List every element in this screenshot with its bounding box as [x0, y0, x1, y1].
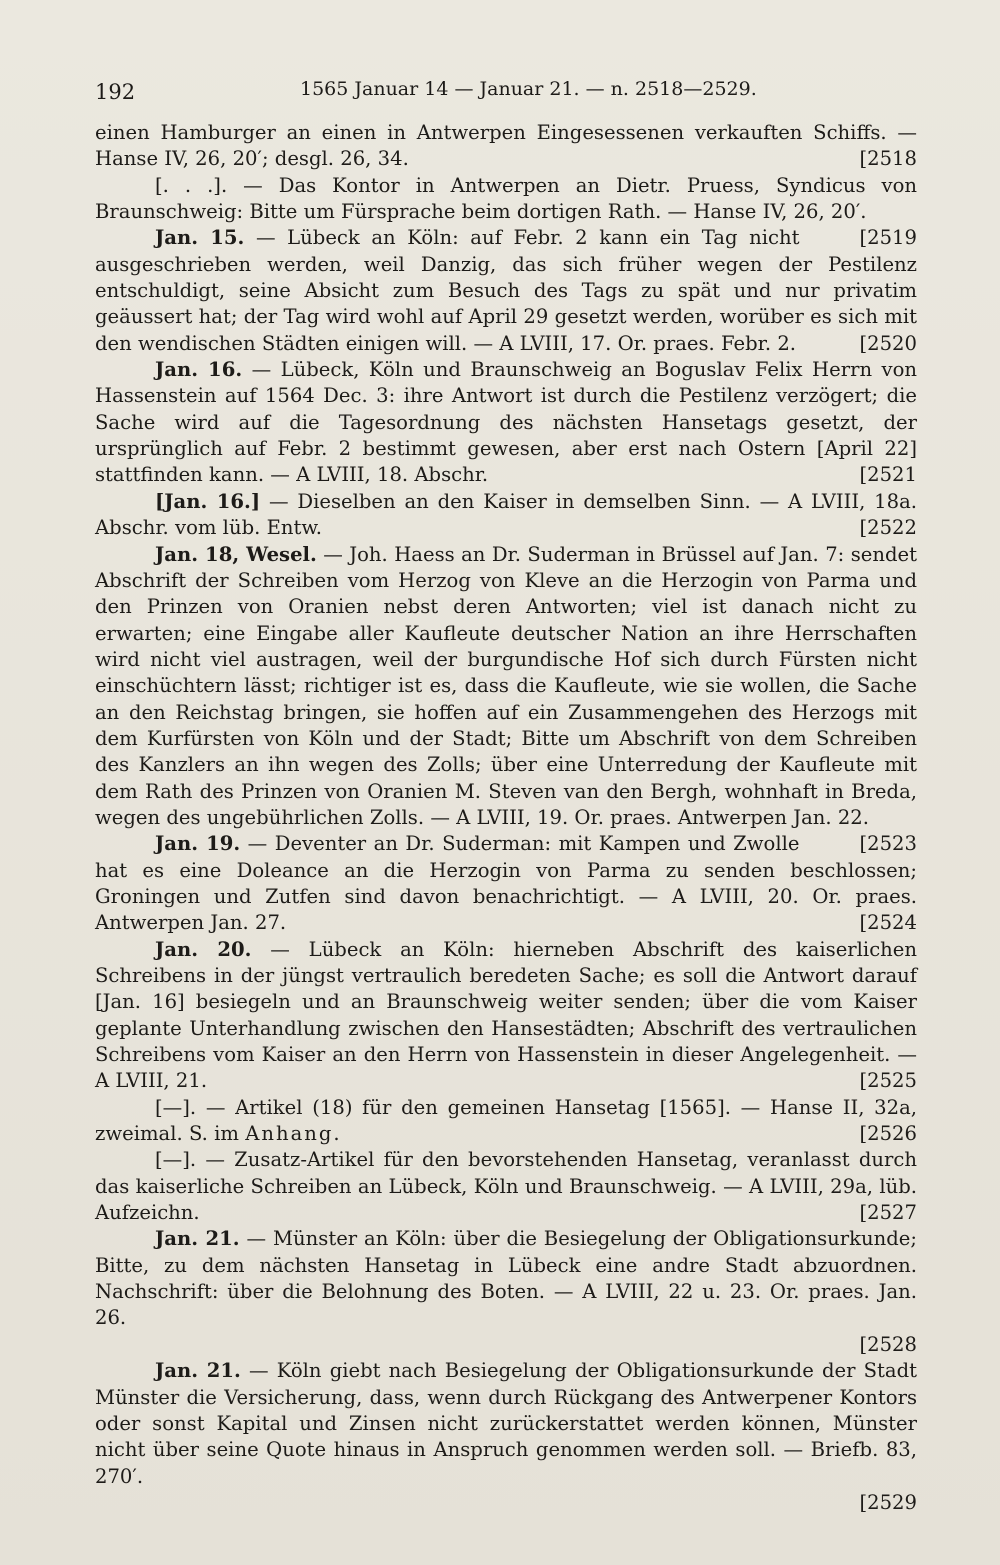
- entry-date: [Jan. 16.]: [155, 489, 261, 513]
- entry-spaced-text: Anhang.: [245, 1122, 342, 1146]
- entry-2520: [95, 225, 917, 357]
- entry-date: Jan. 21.: [155, 1227, 240, 1251]
- entry-number: [2523: [859, 832, 917, 856]
- entry-text: [. . .]. — Das Kontor in Antwerpen an Dietr. Pruess, Syndicus von Braunschweig: Bitte um Fürsprache beim dortigen Rath. — Hanse IV, 26, 20′.: [95, 173, 917, 224]
- document-body: [95, 120, 917, 1516]
- entry-2522: [95, 489, 917, 542]
- entry-2521: [95, 357, 917, 489]
- entry-text: — Dieselben an den Kaiser in demselben Sinn. — A LVIII, 18a. Abschr. vom lüb. Entw.: [95, 489, 917, 540]
- entry-date: Jan. 16.: [155, 358, 243, 382]
- entry-text: — Lübeck an Köln: auf Febr. 2 kann ein Tag nicht ausgeschrieben werden, weil Danzig, das sich früher wegen der Pestilenz entschuldigt, seine Absicht zum Besuch des Tags zu spät und nur privatim geäussert hat; der Tag wird wohl auf April 29 gesetzt werden, worüber es sich mit den wendischen Städten einigen will. — A LVIII, 17. Or. praes. Febr. 2.: [95, 226, 917, 355]
- entry-date: Jan. 15.: [155, 226, 245, 250]
- entry-number: [2522: [859, 516, 917, 540]
- entry-text: — Lübeck an Köln: hierneben Abschrift des kaiserlichen Schreibens in der jüngst vertraulich beredeten Sache; es soll die Antwort darauf [Jan. 16] besiegeln und an Braunschweig weiter senden; über die vom Kaiser geplante Unterhandlung zwischen den Hansestädten; Abschrift des vertraulichen Schreibens vom Kaiser an den Herrn von Hassenstein in dieser Angelegenheit. — A LVIII, 21.: [95, 937, 917, 1093]
- running-head: 1565 Januar 14 — Januar 21. — n. 2518—2529.: [300, 78, 757, 100]
- entry-text: einen Hamburger an einen in Antwerpen Eingesessenen verkauften Schiffs. — Hanse IV, 26, 20′; desgl. 26, 34.: [95, 121, 917, 171]
- entry-date: Jan. 18, Wesel.: [155, 542, 317, 566]
- entry-2529: [95, 1358, 917, 1516]
- entry-number: [2524: [859, 911, 917, 935]
- entry-2527: [95, 1147, 917, 1226]
- entry-text: — Deventer an Dr. Suderman: mit Kampen und Zwolle hat es eine Doleance an die Herzogin von Parma zu senden beschlossen; Groningen und Zutfen sind davon benachrichtigt. — A LVIII, 20. Or. praes. Antwerpen Jan. 27.: [95, 832, 917, 935]
- entry-text: — Münster an Köln: über die Besiegelung der Obligationsurkunde; Bitte, zu dem nächsten Hansetag in Lübeck eine andre Stadt abzuordnen. Nachschrift: über die Belohnung des Boten. — A LVIII, 22 u. 23. Or. praes. Jan. 26.: [95, 1227, 917, 1330]
- page-header: [95, 70, 915, 110]
- entry-date: Jan. 21.: [155, 1359, 241, 1383]
- entry-2526: [95, 1095, 917, 1148]
- entry-number: [2519: [859, 226, 917, 250]
- entry-2524: [95, 831, 917, 936]
- entry-number: [2528: [859, 1332, 917, 1356]
- entry-date: Jan. 19.: [155, 832, 241, 856]
- page-number: 192: [95, 80, 136, 104]
- entry-text: — Lübeck, Köln und Braunschweig an Boguslav Felix Herrn von Hassenstein auf 1564 Dec. 3: ihre Antwort ist durch die Pestilenz verzögert; die Sache wird auf die Tagesordnung des nächsten Hansetags gesetzt, der ursprünglich auf Febr. 2 bestimmt gewesen, aber erst nach Ostern [April 22] stattfinden kann. — A LVIII, 18. Abschr.: [95, 358, 917, 487]
- entry-text: [—]. — Artikel (18) für den gemeinen Hansetag [1565]. — Hanse II, 32a, zweimal. S. im: [95, 1095, 917, 1146]
- entry-text: — Köln giebt nach Besiegelung der Obligationsurkunde der Stadt Münster die Versicherung, dass, wenn durch Rückgang des Antwerpener Kontors oder sonst Kapital und Zinsen nicht zurückerstattet werden können, Münster nicht über seine Quote hinaus in Anspruch genommen werden soll. — Briefb. 83, 270′.: [95, 1359, 917, 1488]
- entry-number: [2520: [859, 331, 917, 355]
- entry-number: [2527: [859, 1201, 917, 1225]
- entry-number: [2526: [859, 1122, 917, 1146]
- entry-number: [2518: [859, 147, 917, 171]
- entry-date: Jan. 20.: [155, 937, 252, 961]
- entry-number: [2529: [859, 1490, 917, 1514]
- entry-number: [2521: [859, 463, 917, 487]
- entry-2528: [95, 1226, 917, 1358]
- entry-text: — Joh. Haess an Dr. Suderman in Brüssel auf Jan. 7: sendet Abschrift der Schreiben vom Herzog von Kleve an die Herzogin von Parma und den Prinzen von Oranien nebst deren Antworten; viel ist danach nicht zu erwarten; eine Eingabe aller Kaufleute deutscher Nation an ihre Herrschaften wird nicht viel austragen, weil der burgundische Hof sich durch Fürsten nicht einschüchtern lässt; richtiger ist es, dass die Kaufleute, wie sie wollen, die Sache an den Reichstag bringen, sie hoffen auf ein Zusammengehen des Herzogs mit dem Kurfürsten von Köln und der Stadt; Bitte um Abschrift von dem Schreiben des Kanzlers an ihn wegen des Zolls; über eine Unterredung der Kaufleute mit dem Rath des Prinzen von Oranien M. Steven van den Bergh, wohnhaft in Breda, wegen des ungebührlichen Zolls. — A LVIII, 19. Or. praes. Antwerpen Jan. 22.: [95, 542, 917, 829]
- entry-2525: [95, 937, 917, 1095]
- entry-2518: [95, 120, 917, 173]
- entry-text: [—]. — Zusatz-Artikel für den bevorstehenden Hansetag, veranlasst durch das kaiserliche Schreiben an Lübeck, Köln und Braunschweig. — A LVIII, 29a, lüb. Aufzeichn.: [95, 1148, 917, 1225]
- entry-number: [2525: [859, 1069, 917, 1093]
